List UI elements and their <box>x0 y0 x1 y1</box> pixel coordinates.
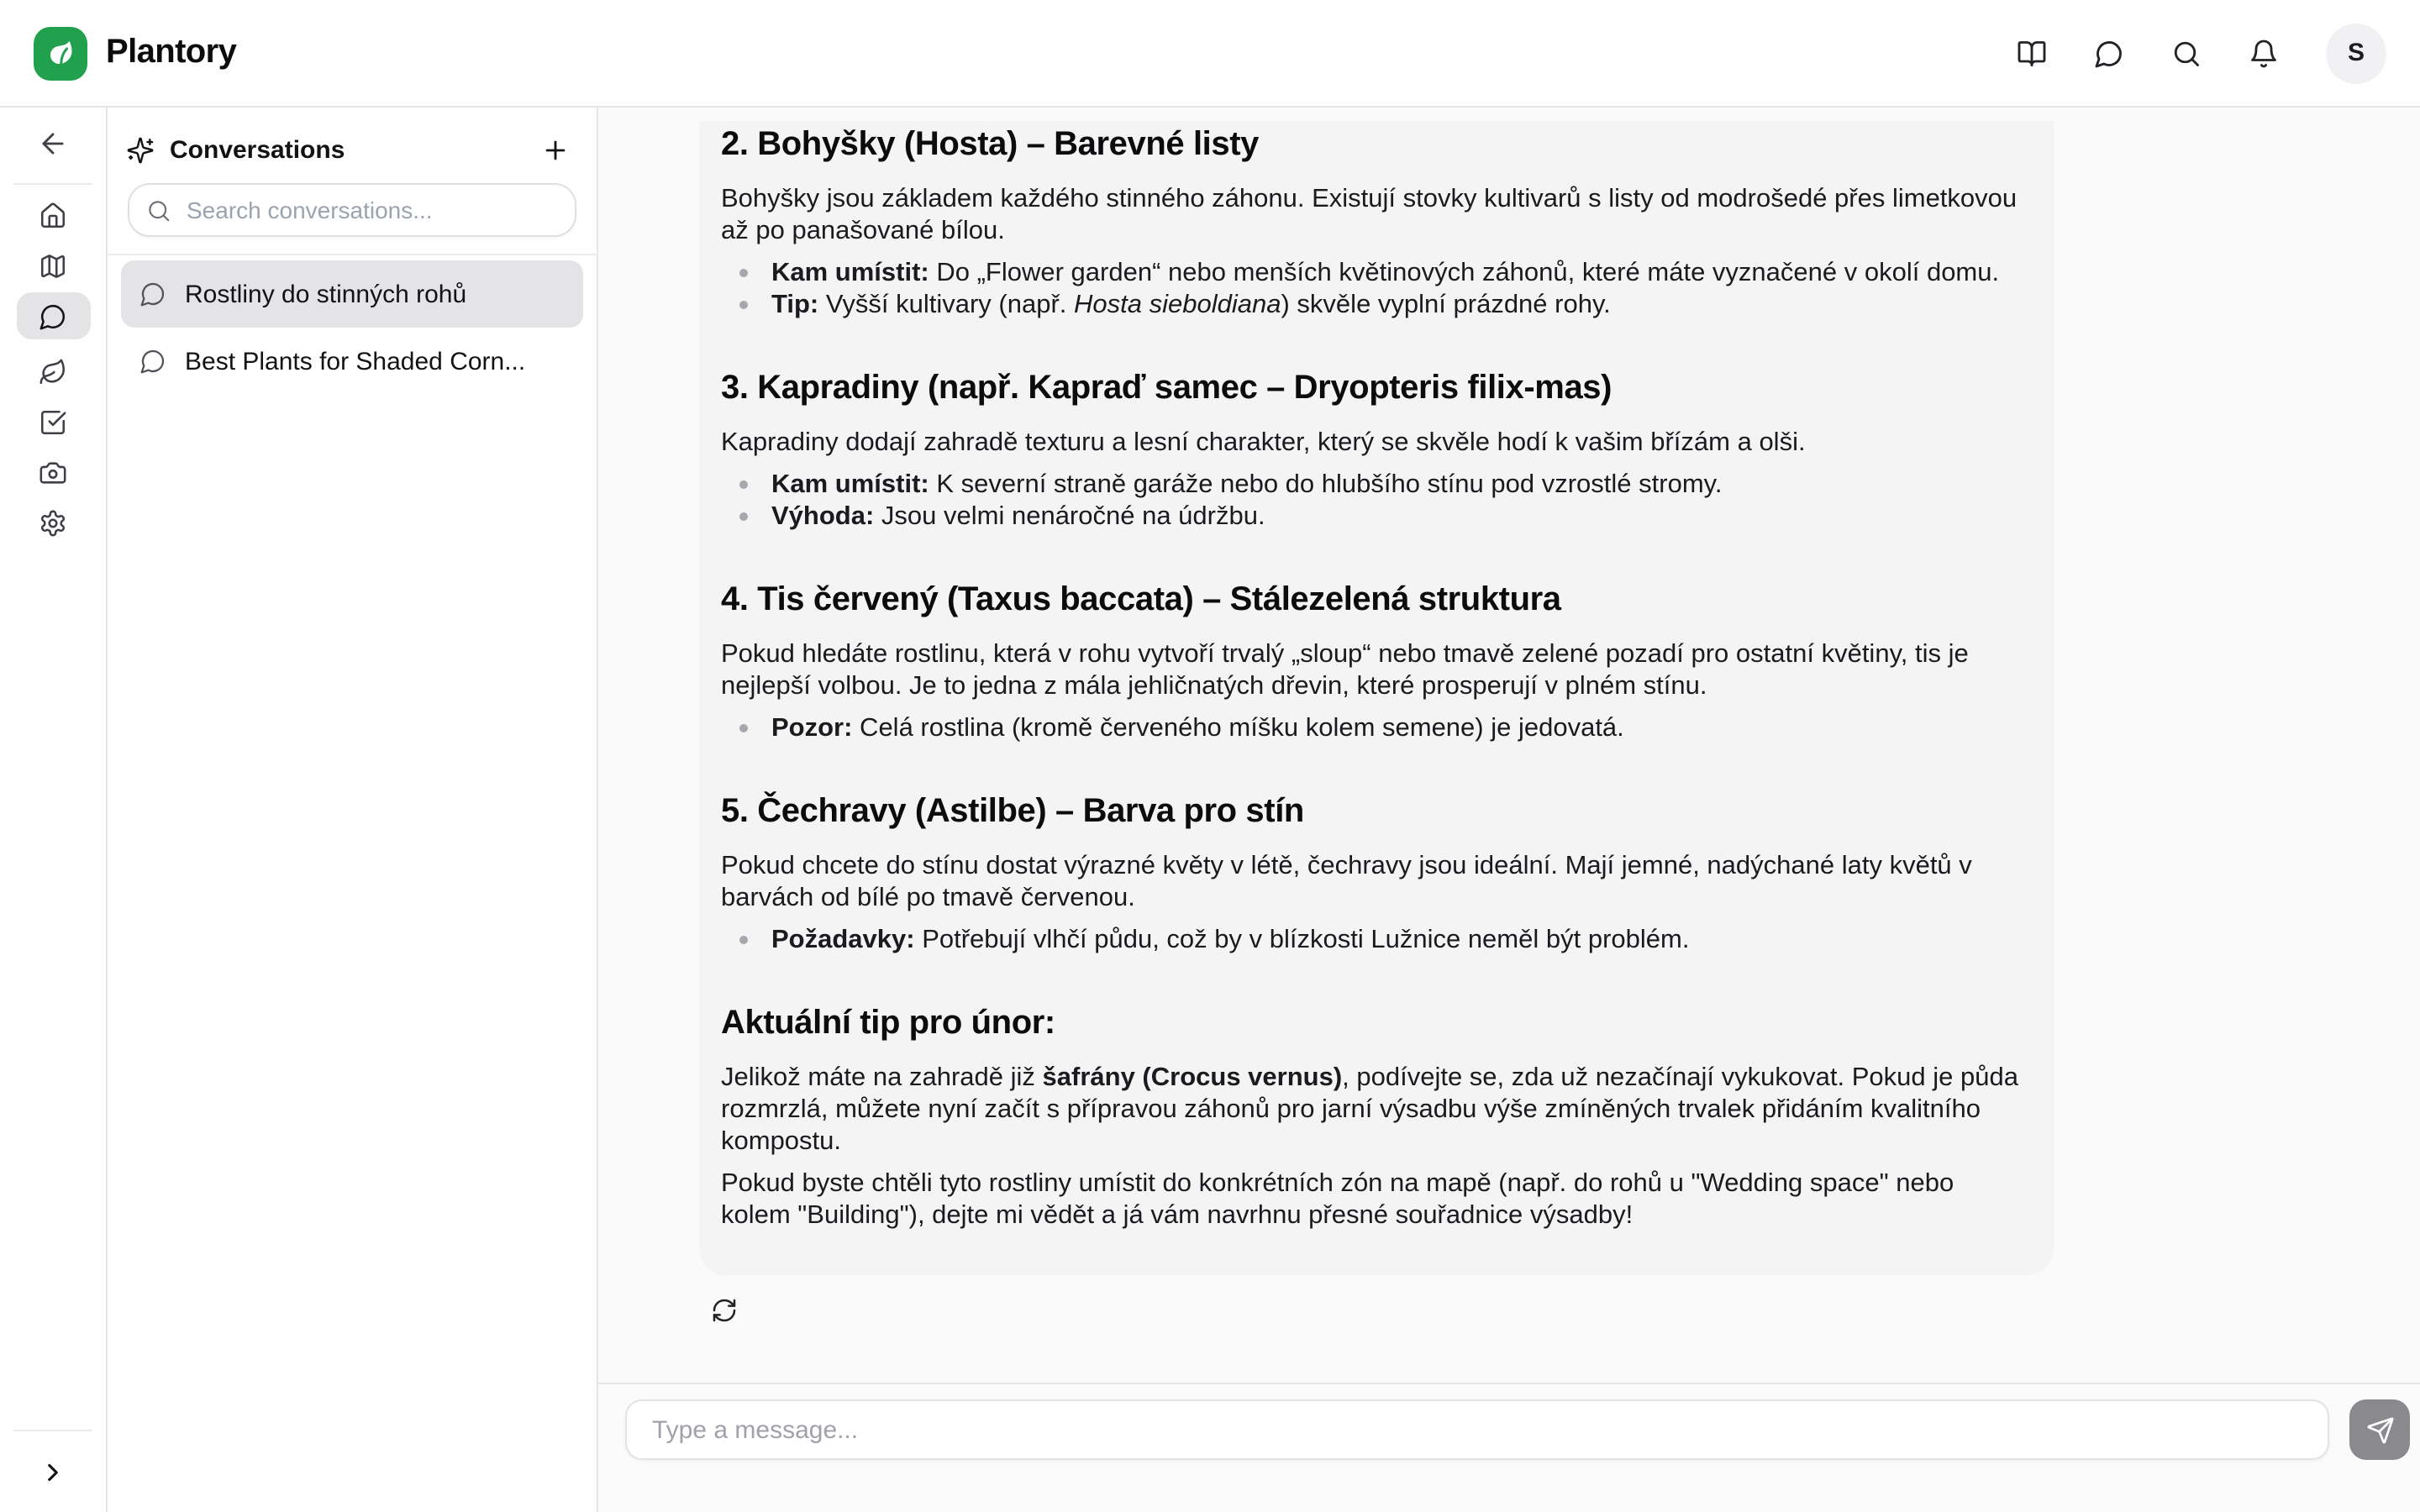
brand-logo <box>34 26 87 80</box>
brand[interactable] <box>34 26 236 80</box>
conversation-list <box>121 260 583 395</box>
chat-scroll-area[interactable] <box>598 108 2420 1383</box>
message-list-item: Požadavky: Potřebují vlhčí půdu, což by v blízkosti Lužnice neměl být problém. <box>721 924 2027 956</box>
message-circle-icon <box>139 281 166 307</box>
chat-main <box>598 108 2420 1512</box>
avatar-initial: S <box>2347 39 2365 67</box>
message-list <box>721 469 2027 533</box>
message-list-item: Výhoda: Jsou velmi nenáročné na údržbu. <box>721 501 2027 533</box>
settings-gear-icon[interactable] <box>16 499 90 546</box>
search-icon <box>146 197 171 223</box>
camera-icon[interactable] <box>16 449 90 496</box>
top-header <box>0 0 2420 108</box>
chevron-right-icon[interactable] <box>16 1448 90 1495</box>
sidebar-title: Conversations <box>170 135 345 164</box>
conversations-sidebar <box>108 108 598 1512</box>
message-paragraph: Pokud hledáte rostlinu, která v rohu vytvoří trvalý „sloup“ nebo tmavě zelené pozadí pro ostatní květiny, tis je nejlepší volbou. Je to jedna z mála jehličnatých dřevin, které prosperují v plném stínu. <box>721 640 1969 701</box>
bell-icon[interactable] <box>2249 38 2279 68</box>
map-icon[interactable] <box>16 242 90 289</box>
user-avatar[interactable] <box>2326 23 2386 83</box>
app-body <box>0 108 2420 1512</box>
message-circle-icon[interactable] <box>2094 38 2124 68</box>
message-heading: Aktuální tip pro únor: <box>721 1005 1055 1042</box>
send-icon <box>2365 1415 2394 1444</box>
message-heading: 4. Tis červený (Taxus baccata) – Stálezelená struktura <box>721 581 1561 618</box>
sparkles-icon <box>126 135 155 164</box>
rail-divider <box>13 183 92 185</box>
conversation-item[interactable] <box>121 260 583 328</box>
conversation-search[interactable] <box>128 183 576 237</box>
message-heading: 5. Čechravy (Astilbe) – Barva pro stín <box>721 793 1304 830</box>
conversation-title: Best Plants for Shaded Corn... <box>185 347 526 375</box>
message-input[interactable] <box>649 1414 2306 1446</box>
home-icon[interactable] <box>16 192 90 239</box>
message-heading: 2. Bohyšky (Hosta) – Barevné listy <box>721 126 1259 163</box>
message-heading: 3. Kapradiny (např. Kapraď samec – Dryopteris filix-mas) <box>721 370 1612 407</box>
brand-name: Plantory <box>106 34 237 71</box>
message-list <box>721 257 2027 321</box>
header-actions <box>2017 23 2386 83</box>
search-input[interactable] <box>183 195 558 225</box>
book-open-icon[interactable] <box>2017 38 2047 68</box>
message-list <box>721 924 2027 956</box>
message-list-item: Pozor: Celá rostlina (kromě červeného míšku kolem semene) je jedovatá. <box>721 712 2027 744</box>
sidebar-divider <box>108 254 597 255</box>
search-icon[interactable] <box>2171 38 2202 68</box>
message-paragraph: Pokud byste chtěli tyto rostliny umístit do konkrétních zón na mapě (např. do rohů u "Wedding space" nebo kolem "Building"), dejte mi vědět a já vám navrhnu přesné souřadnice výsadby! <box>721 1169 1954 1230</box>
regenerate-refresh-icon[interactable] <box>706 1292 743 1329</box>
composer-bar <box>598 1383 2420 1512</box>
conversation-item[interactable] <box>121 328 583 395</box>
message-list-item: Kam umístit: K severní straně garáže nebo do hlubšího stínu pod vzrostlé stromy. <box>721 469 2027 501</box>
message-list <box>721 712 2027 744</box>
message-paragraph: Kapradiny dodají zahradě texturu a lesní charakter, který se skvěle hodí k vašim břízám a olši. <box>721 428 1806 457</box>
arrow-left-icon[interactable] <box>16 119 90 166</box>
nav-rail <box>0 108 108 1512</box>
conversations-nav-message-circle-icon[interactable] <box>16 292 90 339</box>
sidebar-header <box>126 121 573 178</box>
square-check-icon[interactable] <box>16 398 90 445</box>
send-button[interactable] <box>2349 1399 2410 1460</box>
message-paragraph: Jelikož máte na zahradě již šafrány (Crocus vernus), podívejte se, zda už nezačínají vykukovat. Pokud je půda rozmrzlá, můžete nyní začít s přípravou záhonů pro jarní výsadbu výše zmíněných trvalek přidáním kvalitního kompostu. <box>721 1063 2018 1156</box>
message-list-item: Kam umístit: Do „Flower garden“ nebo menších květinových záhonů, které máte vyznačené v okolí domu. <box>721 257 2027 289</box>
message-input-wrap <box>625 1399 2329 1460</box>
rail-bottom-divider <box>13 1430 92 1431</box>
message-paragraph: Bohyšky jsou základem každého stinného záhonu. Existují stovky kultivarů s listy od modrošedé přes limetkovou až po panašované bílou. <box>721 185 2018 245</box>
message-circle-icon <box>139 348 166 375</box>
assistant-message <box>699 121 2054 1275</box>
conversation-title: Rostliny do stinných rohů <box>185 280 467 308</box>
new-conversation-plus-icon[interactable] <box>536 131 573 168</box>
leaf-logo-icon <box>45 38 76 68</box>
leaf-icon[interactable] <box>16 348 90 395</box>
message-paragraph: Pokud chcete do stínu dostat výrazné květy v létě, čechravy jsou ideální. Mají jemné, nadýchané laty květů v barvách od bílé po tmavě červenou. <box>721 852 1972 912</box>
message-list-item: Tip: Vyšší kultivary (např. Hosta sieboldiana) skvěle vyplní prázdné rohy. <box>721 289 2027 321</box>
